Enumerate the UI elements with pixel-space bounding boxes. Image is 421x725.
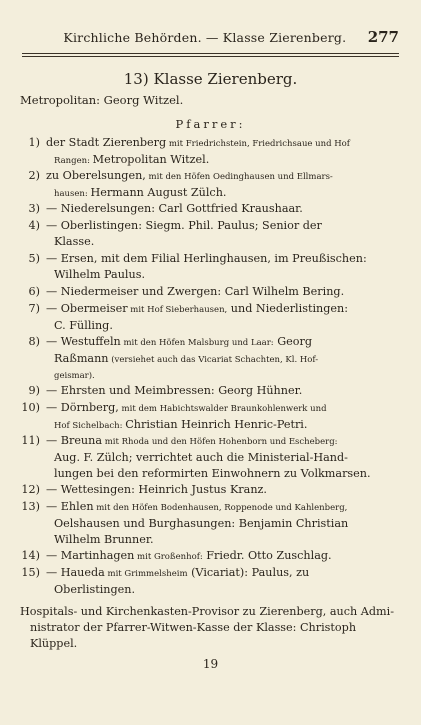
entry-number: 7) <box>28 302 40 315</box>
entry-text: — Niedermeiser und Zwergen: Carl Wilhelm Bering. <box>46 285 345 298</box>
entry-note: hausen: <box>54 189 91 199</box>
entry-number: 15) <box>21 566 40 579</box>
signature-mark: 19 <box>202 657 219 671</box>
entry-note: mit Hof Sieberhausen, <box>127 305 228 315</box>
entry-text: Friedr. Otto Zuschlag. <box>202 549 332 562</box>
provisor-line: Klüppel. <box>30 637 78 650</box>
header-rule <box>22 53 399 54</box>
entry-text: Georg <box>273 335 313 348</box>
entry-text: — Niederelsungen: Carl Gottfried Kraushaar. <box>46 202 303 215</box>
entry-text: C. Fülling. <box>54 319 113 332</box>
entry-text: — Breuna <box>46 434 103 447</box>
entry-text: — Westuffeln <box>46 335 121 348</box>
provisor-paragraph <box>20 604 401 652</box>
entry-text: — Haueda <box>46 566 105 579</box>
entry-note: mit den Höfen Bodenhausen, Roppenode und Kahlenberg, <box>93 503 348 513</box>
entry-number: 13) <box>21 500 40 513</box>
header-rule-thin <box>22 56 399 57</box>
entry-text: (Vicariat): Paulus, zu <box>187 566 310 579</box>
entry-text: — Ehlen <box>46 500 94 513</box>
entry-number: 11) <box>21 434 40 447</box>
entry-text: Oelshausen und Burghasungen: Benjamin Christian <box>54 517 349 530</box>
entry-text: Raßmann <box>54 352 109 365</box>
entry-note: mit den Höfen Malsburg und Laar: <box>120 338 274 348</box>
entry-text: Oberlistingen. <box>54 583 136 596</box>
running-header <box>22 28 399 50</box>
entry-number: 1) <box>28 136 40 149</box>
entry-note: mit den Höfen Oedinghausen und Ellmars- <box>145 172 333 182</box>
entry-note: mit Großenhof: <box>134 552 203 562</box>
entry-note: mit Grimmelsheim <box>104 569 188 579</box>
entry-text: — Obermeiser <box>46 302 128 315</box>
entry-number: 14) <box>21 549 40 562</box>
entry-note: geismar). <box>54 371 95 381</box>
entry-note: mit dem Habichtswalder Braunkohlenwerk und <box>118 404 327 414</box>
subheading-pfarrer: Pfarrer: <box>175 117 246 131</box>
entry-number: 8) <box>28 335 40 348</box>
section-title: 13) Klasse Zierenberg. <box>123 70 298 88</box>
entry-note: Hof Sichelbach: <box>54 421 126 431</box>
entry-text: der Stadt Zierenberg <box>46 136 167 149</box>
entry-text: Wilhelm Brunner. <box>54 533 154 546</box>
entry-text: — Wettesingen: Heinrich Justus Kranz. <box>46 483 267 496</box>
entry-note: (versiehet auch das Vicariat Schachten, Kl. Hof- <box>108 355 319 365</box>
entry-number: 3) <box>28 202 40 215</box>
entry-number: 5) <box>28 252 40 265</box>
entry-number: 2) <box>28 169 40 182</box>
entry-text: Christian Heinrich Henric-Petri. <box>125 418 308 431</box>
entry-note: mit Rhoda und den Höfen Hohenborn und Escheberg: <box>102 437 338 447</box>
entry-number: 4) <box>28 219 40 232</box>
entry-number: 12) <box>21 483 40 496</box>
provisor-line: nistrator der Pfarrer-Witwen-Kasse der Klasse: Christoph <box>30 621 357 634</box>
entry-text: Metropolitan Witzel. <box>92 153 210 166</box>
entry-text: — Martinhagen <box>46 549 135 562</box>
running-title: Kirchliche Behörden. — Klasse Zierenberg. <box>63 30 347 45</box>
entry-text: — Ersen, mit dem Filial Herlinghausen, im Preußischen: <box>46 252 367 265</box>
entry-number: 10) <box>21 401 40 414</box>
entry-number: 9) <box>28 384 40 397</box>
entry-text: Klasse. <box>54 235 95 248</box>
entry-note: Rangen: <box>54 156 93 166</box>
entry-text: Aug. F. Zülch; verrichtet auch die Ministerial-Hand- <box>54 451 348 464</box>
entry-note: mit Friedrichstein, Friedrichsaue und Hof <box>166 139 350 149</box>
provisor-line: Hospitals- und Kirchenkasten-Provisor zu Zierenberg, auch Admi- <box>20 605 395 618</box>
entry-text: — Oberlistingen: Siegm. Phil. Paulus; Senior der <box>46 219 322 232</box>
entry-text: — Ehrsten und Meimbressen: Georg Hühner. <box>46 384 303 397</box>
entry-text: Wilhelm Paulus. <box>54 268 146 281</box>
entry-text: — Dörnberg, <box>46 401 119 414</box>
entry-text: Hermann August Zülch. <box>90 186 227 199</box>
entry-text: lungen bei den reformirten Einwohnern zu Volkmarsen. <box>54 467 371 480</box>
metropolitan-line: Metropolitan: Georg Witzel. <box>20 93 184 107</box>
entry-text: zu Oberelsungen, <box>46 169 146 182</box>
entry-text: und Niederlistingen: <box>227 302 348 315</box>
page-number: 277 <box>367 28 399 46</box>
entry-number: 6) <box>28 285 40 298</box>
